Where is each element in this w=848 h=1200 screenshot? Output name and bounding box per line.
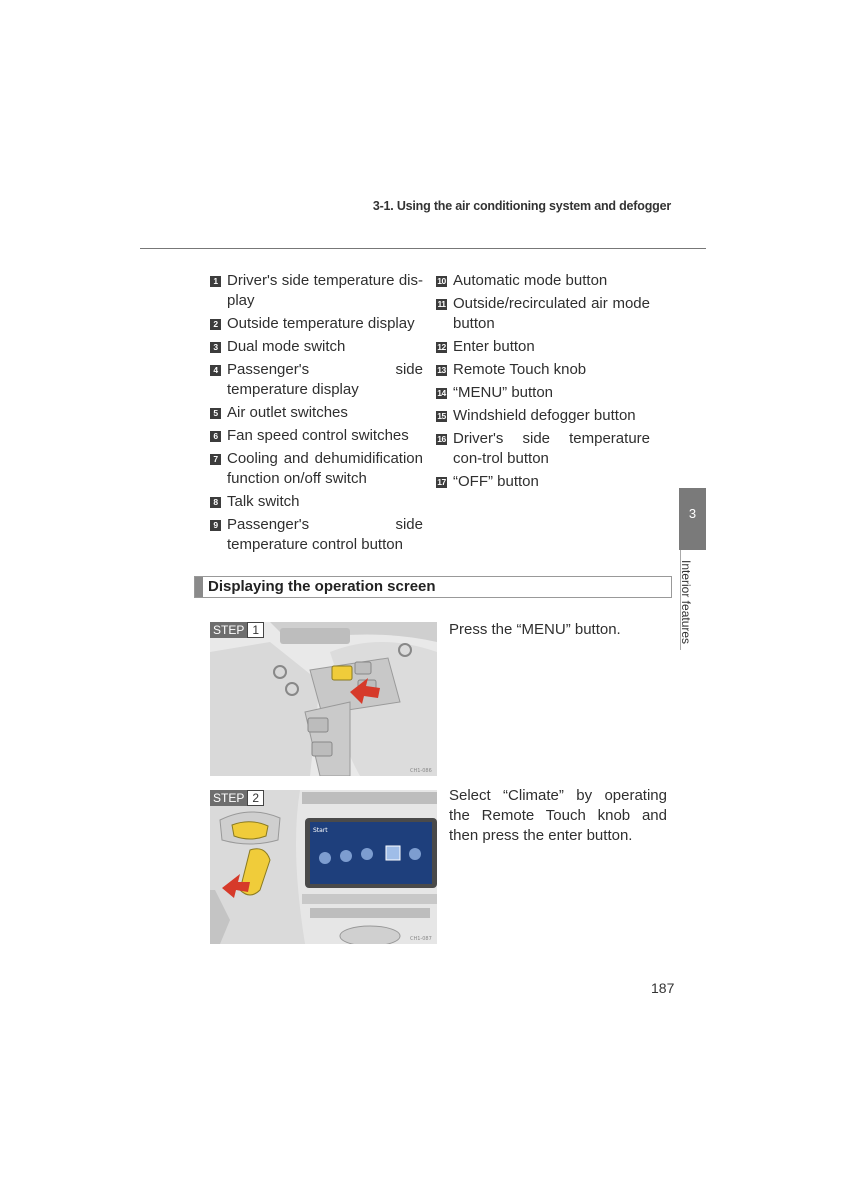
step-label: STEP	[210, 622, 247, 638]
number-badge: 14	[437, 388, 446, 398]
number-badge: 9	[210, 520, 221, 531]
number-badge: 15	[437, 411, 446, 421]
chapter-number: 3	[688, 506, 697, 521]
legend-item	[436, 337, 650, 357]
number-badge: 10	[437, 276, 446, 286]
number-badge: 16	[437, 434, 446, 444]
section-title: 3-1. Using the air conditioning system and defogger	[372, 199, 671, 213]
step-2-illustration	[210, 790, 437, 944]
section-heading	[194, 576, 672, 598]
step-1-illustration	[210, 622, 437, 776]
legend-text: Enter button	[453, 338, 535, 355]
legend-text: Dual mode switch	[227, 338, 346, 355]
header-divider	[140, 248, 706, 249]
legend-text: Remote Touch knob	[453, 361, 587, 378]
step-badge	[210, 790, 264, 806]
step-number: 2	[247, 790, 264, 806]
legend-item	[436, 360, 650, 380]
legend-item	[436, 429, 650, 469]
legend-text: Air outlet switches	[227, 404, 348, 421]
number-badge: 8	[210, 497, 221, 508]
section-title-text: Displaying the operation screen	[208, 578, 436, 595]
legend-item	[210, 314, 423, 334]
section-accent	[195, 577, 203, 597]
remote-touch-display-illustration	[210, 790, 437, 944]
number-badge: 1	[210, 276, 221, 287]
console-menu-button-illustration	[210, 622, 437, 776]
number-badge: 11	[437, 299, 446, 309]
number-badge: 5	[210, 408, 221, 419]
legend-item	[210, 449, 423, 489]
step-2-instruction: Select “Climate” by operating the Remote Touch knob and then press the enter button.	[449, 787, 667, 844]
legend-text: “OFF” button	[453, 473, 539, 490]
legend-right-column	[436, 271, 650, 495]
number-badge: 12	[437, 342, 446, 352]
legend-text: “MENU” button	[453, 384, 554, 401]
legend-item	[210, 403, 423, 423]
step-badge	[210, 622, 264, 638]
svg-text:CH1-086: CH1-086	[410, 768, 432, 774]
number-badge: 3	[210, 342, 221, 353]
legend-item	[210, 426, 423, 446]
number-badge: 17	[437, 477, 446, 487]
number-badge: 4	[210, 365, 221, 376]
legend-item	[210, 492, 423, 512]
legend-item	[436, 271, 650, 291]
number-badge: 13	[437, 365, 446, 375]
legend-text: Automatic mode button	[453, 272, 608, 289]
legend-text: Outside/recirculated air mode button	[453, 295, 650, 332]
legend-item	[210, 360, 423, 400]
legend-text: Windshield defogger button	[453, 407, 636, 424]
number-badge: 6	[210, 431, 221, 442]
legend-left-column	[210, 271, 423, 558]
svg-text:CH1-087: CH1-087	[410, 936, 432, 942]
step-1-instruction: Press the “MENU” button.	[449, 621, 621, 638]
legend-item	[210, 271, 423, 311]
legend-text: Driver's side temperature con-trol button	[453, 430, 650, 467]
legend-text: Driver's side temperature dis-play	[227, 272, 423, 309]
page-number: 187	[651, 980, 675, 996]
legend-text: Talk switch	[227, 493, 300, 510]
legend-item	[436, 383, 650, 403]
step-label: STEP	[210, 790, 247, 806]
legend-text: Outside temperature display	[227, 315, 415, 332]
legend-item	[436, 472, 650, 492]
legend-item	[436, 406, 650, 426]
legend-item	[210, 337, 423, 357]
svg-text:Start: Start	[313, 827, 328, 834]
step-number: 1	[247, 622, 264, 638]
legend-text: Fan speed control switches	[227, 427, 409, 444]
legend-text: Cooling and dehumidification function on/off switch	[227, 450, 423, 487]
number-badge: 2	[210, 319, 221, 330]
legend-item	[436, 294, 650, 334]
chapter-label: Interior features	[679, 560, 693, 645]
legend-text: Passenger's side temperature control button	[227, 516, 423, 553]
number-badge: 7	[210, 454, 221, 465]
legend-text: Passenger's side temperature display	[227, 361, 423, 398]
legend-item	[210, 515, 423, 555]
